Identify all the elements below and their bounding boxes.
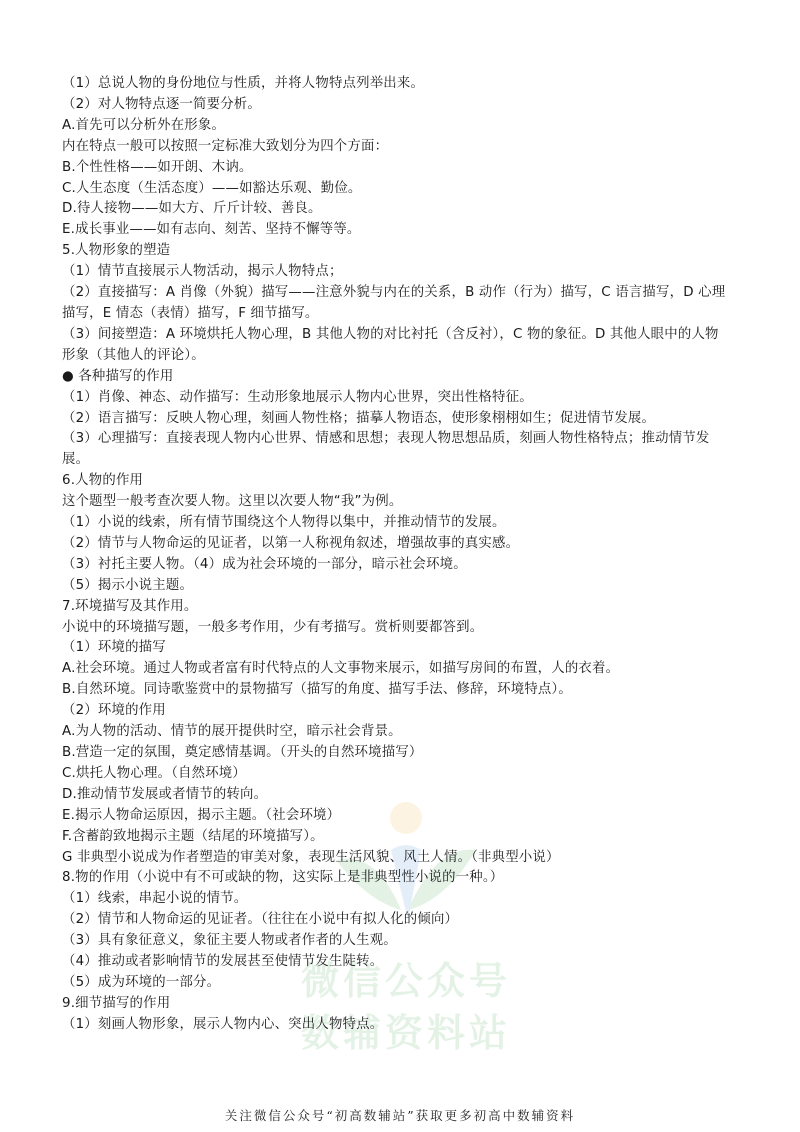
text-line: （3）衬托主要人物。（4）成为社会环境的一部分，暗示社会环境。 bbox=[62, 556, 467, 572]
text-line: （2）情节和人物命运的见证者。（往往在小说中有拟人化的倾向） bbox=[62, 912, 459, 928]
section-heading: 7.环境描写及其作用。 bbox=[62, 598, 198, 614]
text-line: （2）语言描写：反映人物心理，刻画人物性格；描摹人物语态，使形象栩栩如生；促进情节发展。 bbox=[62, 410, 656, 426]
text-line: F.含蓄韵致地揭示主题（结尾的环境描写）。 bbox=[62, 828, 324, 844]
text-line: （1）小说的线索，所有情节围绕这个人物得以集中，并推动情节的发展。 bbox=[62, 515, 506, 531]
text-line: （4）推动或者影响情节的发展甚至使情节发生陡转。 bbox=[62, 954, 384, 970]
text-line: E.成长事业——如有志向、刻苦、坚持不懈等等。 bbox=[62, 222, 361, 238]
section-heading: 5.人物形象的塑造 bbox=[62, 243, 171, 259]
text-line: C.烘托人物心理。（自然环境） bbox=[62, 765, 246, 781]
bullet-heading: ● 各种描写的作用 bbox=[62, 368, 174, 384]
text-line: （1）环境的描写 bbox=[62, 640, 166, 656]
text-line: 内在特点一般可以按照一定标准大致划分为四个方面： bbox=[62, 138, 389, 154]
text-line: E.揭示人物命运原因，揭示主题。（社会环境） bbox=[62, 807, 341, 823]
text-line: （1）刻画人物形象，展示人物内心、突出人物特点。 bbox=[62, 1016, 384, 1032]
text-line: （5）成为环境的一部分。 bbox=[62, 974, 221, 990]
text-line: （2）环境的作用 bbox=[62, 703, 166, 719]
text-line: （1）肖像、神态、动作描写：生动形象地展示人物内心世界，突出性格特征。 bbox=[62, 389, 533, 405]
text-line: 这个题型一般考查次要人物。这里以次要人物“我”为例。 bbox=[62, 494, 403, 510]
text-line: （3）间接塑造：A 环境烘托人物心理，B 其他人物的对比衬托（含反衬），C 物的象征。D 其他人眼中的人物 bbox=[62, 326, 719, 342]
text-line: （2）直接描写：A 肖像（外貌）描写——注意外貌与内在的关系，B 动作（行为）描写，C 语言描写，D 心理 bbox=[62, 285, 726, 301]
section-heading: 6.人物的作用 bbox=[62, 473, 144, 489]
text-line: 小说中的环境描写题，一般多考作用，少有考描写。赏析则要都答到。 bbox=[62, 619, 484, 635]
document-body bbox=[62, 74, 762, 1036]
text-line: D.待人接物——如大方、斤斤计较、善良。 bbox=[62, 201, 322, 217]
text-line: （5）揭示小说主题。 bbox=[62, 577, 194, 593]
text-line: 形象（其他人的评论）。 bbox=[62, 347, 205, 363]
watermark-text-1: 微信公众号 bbox=[300, 959, 511, 1003]
text-line: A.社会环境。通过人物或者富有时代特点的人文事物来展示，如描写房间的布置，人的衣着。 bbox=[62, 661, 620, 677]
text-line: （1）情节直接展示人物活动，揭示人物特点； bbox=[62, 264, 343, 280]
text-line: C.人生态度（生活态度）——如豁达乐观、勤俭。 bbox=[62, 180, 362, 196]
text-line: B.营造一定的氛围，奠定感情基调。（开头的自然环境描写） bbox=[62, 745, 423, 760]
text-line: A.为人物的活动、情节的展开提供时空，暗示社会背景。 bbox=[62, 724, 402, 740]
text-line: B.个性性格——如开朗、木讷。 bbox=[62, 159, 253, 175]
text-line: （2）对人物特点逐一简要分析。 bbox=[62, 96, 261, 112]
text-line: （1）线索，串起小说的情节。 bbox=[62, 891, 248, 907]
text-line: （3）心理描写：直接表现人物内心世界、情感和思想；表现人物思想品质，刻画人物性格特点；推动情节发 bbox=[62, 431, 710, 447]
text-line: D.推动情节发展或者情节的转向。 bbox=[62, 786, 268, 802]
page-footer: 关注微信公众号“初高数辅站”获取更多初高中数辅资料 bbox=[224, 1108, 576, 1123]
text-line: 描写，E 情态（表情）描写，F 细节描写。 bbox=[62, 305, 319, 321]
text-line: B.自然环境。同诗歌鉴赏中的景物描写（描写的角度、描写手法、修辞，环境特点）。 bbox=[62, 682, 572, 698]
text-line: （3）具有象征意义，象征主要人物或者作者的人生观。 bbox=[62, 933, 397, 949]
text-line: A.首先可以分析外在形象。 bbox=[62, 117, 226, 133]
text-line: 展。 bbox=[62, 452, 90, 468]
section-heading: 8.物的作用（小说中有不可或缺的物，这实际上是非典型性小说的一种。） bbox=[62, 870, 504, 886]
text-line: （1）总说人物的身份地位与性质，并将人物特点列举出来。 bbox=[62, 76, 425, 91]
text-line: G 非典型小说成为作者塑造的审美对象，表现生活风貌、风土人情。（非典型小说） bbox=[62, 849, 560, 865]
text-line: （2）情节与人物命运的见证者，以第一人称视角叙述，增强故事的真实感。 bbox=[62, 535, 520, 551]
watermark-text-2: 数辅资料站 bbox=[300, 1011, 511, 1055]
section-heading: 9.细节描写的作用 bbox=[62, 995, 171, 1011]
